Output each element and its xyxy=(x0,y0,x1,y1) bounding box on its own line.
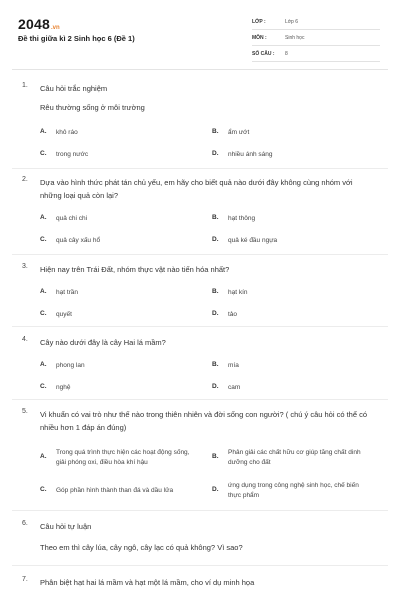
question-number: 7. xyxy=(22,576,28,583)
exam-meta xyxy=(252,16,380,64)
option-text: mía xyxy=(228,362,239,369)
question-2 xyxy=(0,176,400,251)
question-text: Vi khuẩn có vai trò như thế nào trong thiên nhiên và đời sống con người? ( chú ý câu hỏi có thể có nhiều hơn 1 đáp án đúng) xyxy=(40,410,368,432)
option-letter: C. xyxy=(40,236,47,243)
site-logo[interactable] xyxy=(18,16,60,34)
option-text: cam xyxy=(228,384,241,391)
question-5 xyxy=(0,408,400,508)
question-7 xyxy=(0,576,400,592)
question-text: Phân biệt hạt hai lá mầm và hạt một lá mầm, cho ví dụ minh họa xyxy=(40,578,255,587)
option-text: khô ráo xyxy=(56,129,78,136)
option-text: nghệ xyxy=(56,384,71,391)
meta-label: MÔN : xyxy=(252,35,267,41)
option-letter: A. xyxy=(40,214,47,221)
question-stem: Theo em thì cây lúa, cây ngô, cây lạc có quả không? Vì sao? xyxy=(40,543,243,552)
logo-domain: .vn xyxy=(50,25,60,31)
meta-value: Sinh học xyxy=(285,35,305,41)
option-letter: A. xyxy=(40,128,47,135)
option-letter: A. xyxy=(40,453,47,460)
question-number: 2. xyxy=(22,176,28,183)
option-letter: D. xyxy=(212,150,219,157)
question-divider xyxy=(12,168,388,169)
option-text: quyết xyxy=(56,311,72,318)
option-text: trong nước xyxy=(56,151,89,158)
option-letter: D. xyxy=(212,486,219,493)
option-letter: B. xyxy=(212,361,219,368)
question-divider xyxy=(12,510,388,511)
option-letter: D. xyxy=(212,310,219,317)
meta-class xyxy=(252,16,380,30)
question-divider xyxy=(12,565,388,566)
question-1 xyxy=(0,82,400,162)
logo-text: 2048 xyxy=(18,16,50,32)
question-stem: Rêu thường sống ở môi trường xyxy=(40,103,145,112)
option-text: quả cây xấu hổ xyxy=(56,237,101,244)
option-letter: B. xyxy=(212,453,219,460)
question-text: Câu hỏi tự luận xyxy=(40,522,92,531)
question-divider xyxy=(12,254,388,255)
option-letter: B. xyxy=(212,288,219,295)
question-number: 3. xyxy=(22,263,28,270)
option-letter: C. xyxy=(40,486,47,493)
option-text: phong lan xyxy=(56,362,85,369)
option-text: Phân giải các chất hữu cơ giúp tăng chất dinh dưỡng cho đất xyxy=(228,449,361,466)
option-text: hạt trần xyxy=(56,289,79,296)
meta-value: Lớp 6 xyxy=(285,19,299,25)
option-letter: B. xyxy=(212,214,219,221)
option-text: tảo xyxy=(228,311,238,318)
question-3 xyxy=(0,263,400,325)
meta-value: 8 xyxy=(285,51,288,57)
option-letter: A. xyxy=(40,361,47,368)
option-text: Góp phần hình thành than đá và dầu lửa xyxy=(56,487,174,494)
option-letter: C. xyxy=(40,150,47,157)
question-text: Hiện nay trên Trái Đất, nhóm thực vật nào tiến hóa nhất? xyxy=(40,265,230,274)
meta-label: SỐ CÂU : xyxy=(252,51,275,57)
question-text: Câu hỏi trắc nghiệm xyxy=(40,84,108,93)
option-letter: A. xyxy=(40,288,47,295)
question-number: 1. xyxy=(22,82,28,89)
exam-title: Đề thi giữa kì 2 Sinh học 6 (Đề 1) xyxy=(18,34,135,43)
option-letter: C. xyxy=(40,383,47,390)
question-4 xyxy=(0,336,400,398)
option-text: hạt thông xyxy=(228,215,256,222)
meta-question-count xyxy=(252,48,380,62)
question-number: 5. xyxy=(22,408,28,415)
option-letter: C. xyxy=(40,310,47,317)
meta-subject xyxy=(252,32,380,46)
option-text: nhiều ánh sáng xyxy=(228,151,273,158)
option-letter: D. xyxy=(212,236,219,243)
option-text: ứng dụng trong công nghệ sinh học, chế biến thực phẩm xyxy=(228,482,359,499)
exam-header xyxy=(0,0,400,68)
option-letter: D. xyxy=(212,383,219,390)
option-text: quả ké đầu ngựa xyxy=(228,237,278,244)
question-divider xyxy=(12,326,388,327)
option-text: hạt kín xyxy=(228,289,248,296)
question-6 xyxy=(0,520,400,562)
question-divider xyxy=(12,399,388,400)
option-text: quả chi chi xyxy=(56,215,88,222)
question-number: 6. xyxy=(22,520,28,527)
meta-label: LỚP : xyxy=(252,19,266,25)
option-text: ẩm ướt xyxy=(228,129,250,136)
option-letter: B. xyxy=(212,128,219,135)
header-divider xyxy=(12,69,388,70)
question-text: Dựa vào hình thức phát tán chủ yếu, em hãy cho biết quả nào dưới đây không cùng nhóm với những loại quả còn lại? xyxy=(40,178,353,200)
option-text: Trong quá trình thực hiện các hoạt động sống, giải phóng oxi, điều hòa khí hậu xyxy=(56,449,190,466)
question-number: 4. xyxy=(22,336,28,343)
question-text: Cây nào dưới đây là cây Hai lá mầm? xyxy=(40,338,166,347)
